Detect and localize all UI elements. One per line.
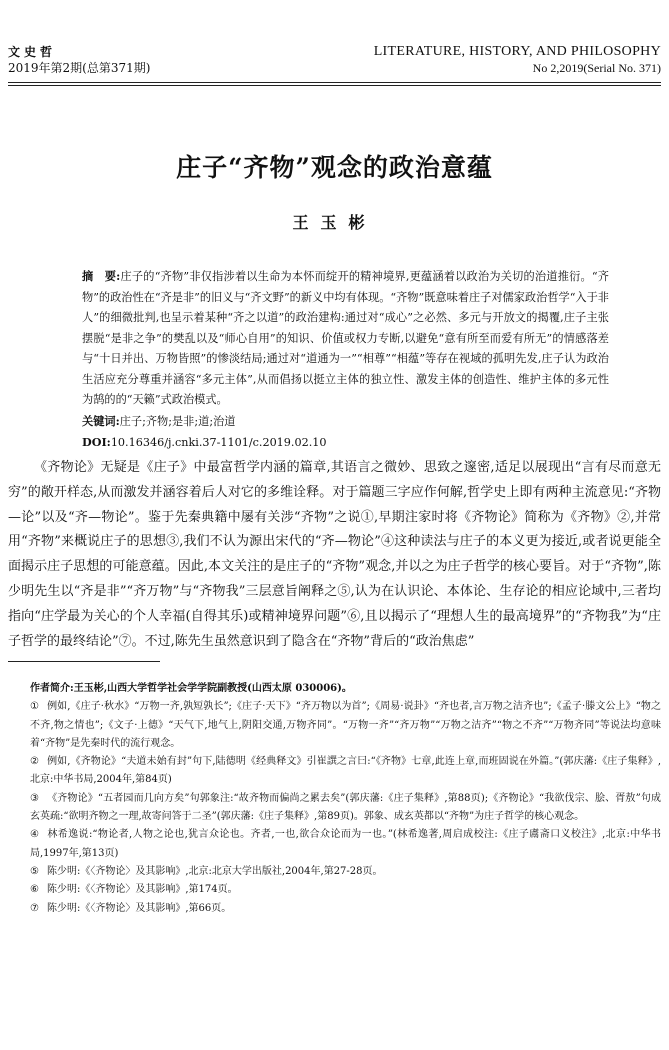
footnote-item bbox=[8, 753, 661, 790]
issue-cn: 2019年第2期(总第371期) bbox=[8, 61, 151, 75]
doi-label: DOI: bbox=[82, 435, 111, 449]
article-author: 王玉彬 bbox=[292, 213, 377, 232]
header-left bbox=[8, 44, 150, 76]
footnote-text: 《齐物论》“五者园而几向方矣”句郭象注:“故齐物而偏尚之累去矣”(郭庆藩:《庄子集释》,第88页);《齐物论》“我欲伐宗、脍、胥敖”句成玄英疏:“欲明齐物之一理,故寄问答于二圣”(郭庆藩:《庄子集释》,第89页)。郭象、成玄英都以“齐物”为庄子哲学的核心观念。 bbox=[30, 792, 661, 823]
footnote-item bbox=[8, 790, 661, 827]
footnote-text: 例如,《庄子·秋水》“万物一齐,孰短孰长”;《庄子·天下》“齐万物以为首”;《周易·说卦》“齐也者,言万物之洁齐也”;《孟子·滕文公上》“物之不齐,物之情也”;《文子·上德》“天气下,地气上,阴阳交通,万物齐同”。“万物一齐”“齐万物”“万物之洁齐”“物之不齐”“万物齐同”等说法均意味着“齐物”是先秦时代的流行观念。 bbox=[30, 701, 661, 749]
body-paragraph: 《齐物论》无疑是《庄子》中最富哲学内涵的篇章,其语言之微妙、思致之邃密,适足以展现出“言有尽而意无穷”的敞开样态,从而激发并涵容着后人对它的多维诠释。对于篇题三字应作何解,哲学史上即有两种主流意见:“齐物—论”以及“齐—物论”。鉴于先秦典籍中屡有关涉“齐物”之说①,早期注家时将《齐物论》简称为《齐物》②,并常用“齐物”来概说庄子的思想③,我们不认为源出宋代的“齐—物论”④这种读法与庄子的本义更为接近,或者说更能全面揭示庄子思想的可能意蕴。因此,本文关注的是庄子的“齐物”观念,并以之为庄子哲学的核心要旨。对于“齐物”,陈少明先生以“齐是非”“齐万物”与“齐物我”三层意旨阐释之⑤,认为在认识论、本体论、生存论的相应论域中,三者均指向“庄学最为关心的个人幸福(自得其乐)或精神境界问题”⑥,且以揭示了“理想人生的最高境界”的“齐物我”为“庄子哲学的最终结论”⑦。不过,陈先生虽然意识到了隐含在“齐物”背后的“政治焦虑” bbox=[8, 460, 661, 649]
footnote-number: ⑥ bbox=[30, 884, 39, 896]
abstract-label: 摘 要: bbox=[82, 269, 121, 283]
author-bio: 作者简介:王玉彬,山西大学哲学社会学学院副教授(山西太原 030006)。 bbox=[30, 683, 352, 694]
doi-line bbox=[60, 432, 609, 454]
footnote-text: 例如,《齐物论》“夫道未始有封”句下,陆德明《经典释文》引崔譔之言曰:“《齐物》七章,此连上章,而班固说在外篇。”(郭庆藩:《庄子集释》,北京:中华书局,2004年,第84页) bbox=[30, 756, 662, 786]
footnote-number: ③ bbox=[30, 792, 40, 804]
footnote-item bbox=[8, 900, 661, 918]
footnote-item bbox=[8, 863, 661, 881]
footnote-item bbox=[8, 881, 661, 899]
abstract-text: 庄子的“齐物”非仅指涉着以生命为本怀而绽开的精神境界,更蕴涵着以政治为关切的治道推衍。“齐物”的政治性在“齐是非”的旧义与“齐文野”的新义中均有体现。“齐物”既意味着庄子对儒家政治哲学“入于非人”的细微批判,也呈示着某种“齐之以道”的政治建构:通过对“成心”之必然、多元与开放文的揭覆,庄子主张摆脱“是非之争”的樊乱以及“师心自用”的知识、价值或权力专断,以避免“意有所至而爱有所无”的情感落差与“十日并出、万物皆照”的惨淡结局;通过对“道通为一”“相尊”“相蕴”等存在视域的孤明先发,庄子认为政治生活应充分尊重并涵容“多元主体”,从而倡扬以挺立主体的独立性、激发主体的创造性、维护主体的多元性为鹄的的“天籁”式政治模式。 bbox=[82, 270, 609, 406]
footnote-text: 陈少明:《〈齐物论〉及其影响》,第174页。 bbox=[46, 884, 238, 896]
footnote-number: ⑦ bbox=[30, 902, 39, 914]
journal-name-en: LITERATURE, HISTORY, AND PHILOSOPHY bbox=[373, 44, 661, 59]
issue-en: No 2,2019(Serial No. 371) bbox=[532, 61, 661, 75]
article-title: 庄子“齐物”观念的政治意蕴 bbox=[176, 153, 493, 182]
doi-text: 10.16346/j.cnki.37-1101/c.2019.02.10 bbox=[110, 436, 327, 449]
footnote-rule bbox=[8, 661, 160, 662]
abstract-block bbox=[60, 266, 609, 454]
footnote-number: ④ bbox=[30, 829, 40, 841]
footnote-text: 陈少明:《〈齐物论〉及其影响》,北京:北京大学出版社,2004年,第27-28页。 bbox=[46, 865, 383, 877]
header-rule-bottom bbox=[8, 85, 661, 86]
footnote-item bbox=[8, 698, 661, 753]
footnotes bbox=[8, 680, 661, 918]
footnote-number: ② bbox=[30, 756, 40, 768]
keywords-label: 关键词: bbox=[82, 413, 120, 428]
keywords-line bbox=[60, 411, 609, 433]
footnote-item bbox=[8, 826, 661, 863]
journal-name-cn: 文史哲 bbox=[8, 45, 57, 59]
footnote-text: 陈少明:《〈齐物论〉及其影响》,第66页。 bbox=[46, 902, 232, 914]
footnote-text: 林希逸说:“物论者,人物之论也,犹言众论也。齐者,一也,欲合众论而为一也。”(林希逸著,周启成校注:《庄子鬳斋口义校注》,北京:中华书局,1997年,第13页) bbox=[30, 829, 662, 859]
header-right bbox=[374, 44, 661, 76]
footnote-number: ① bbox=[30, 701, 40, 713]
keywords-text: 庄子;齐物;是非;道;治道 bbox=[119, 414, 236, 428]
body-text bbox=[8, 456, 661, 654]
footnote-number: ⑤ bbox=[30, 865, 39, 877]
abstract-paragraph bbox=[60, 266, 609, 411]
header-rule-top bbox=[8, 82, 661, 83]
